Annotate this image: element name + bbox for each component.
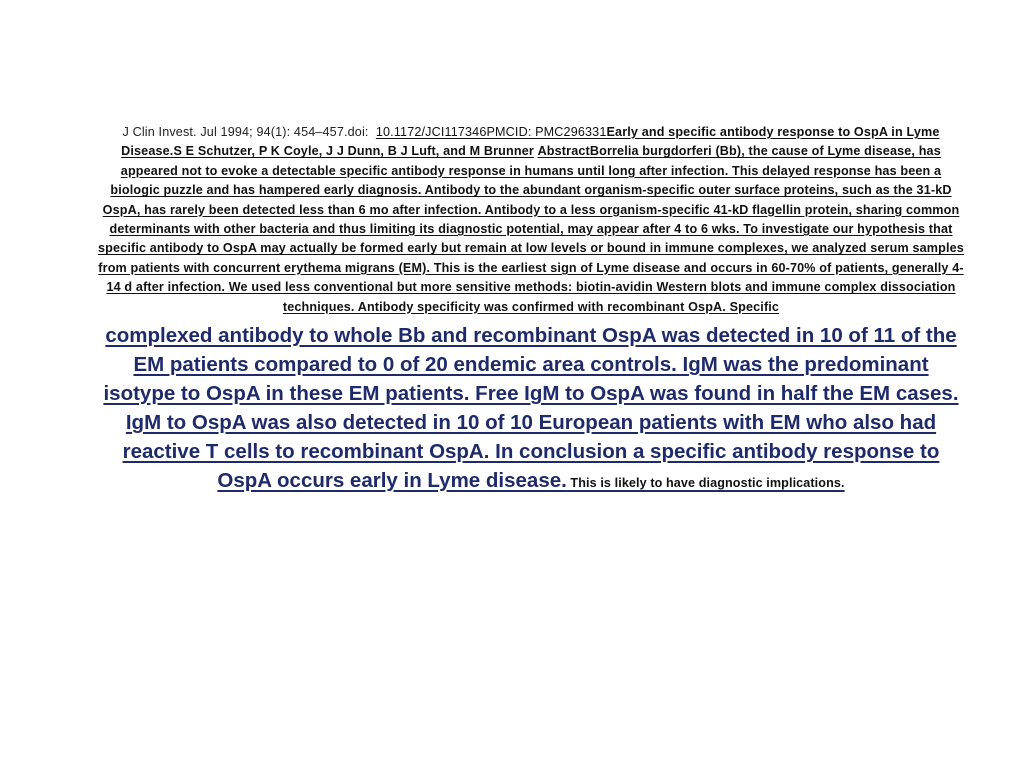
abstract-label: Abstract [537, 144, 590, 159]
citation-text: J Clin Invest. Jul 1994; 94(1): 454–457.doi: [122, 125, 369, 139]
author-list: S E Schutzer, P K Coyle, J J Dunn, B J Luft, and M Brunner [173, 144, 534, 159]
doi-link[interactable]: 10.1172/JCI117346 [375, 125, 487, 139]
abstract-highlight [96, 321, 966, 498]
pmcid-text: PMCID: PMC296331 [486, 125, 607, 139]
abstract-slide [96, 123, 966, 498]
article-header [96, 123, 966, 317]
abstract-conclusion: This is likely to have diagnostic implications. [566, 476, 845, 491]
abstract-text-small: Borrelia burgdorferi (Bb), the cause of Lyme disease, has appeared not to evoke a detectable specific antibody response in humans until long after infection. This delayed response has been a biologic puzzle and has hampered early diagnosis. Antibody to the abundant organism-specific outer surface proteins, such as the 31-kD OspA, has rarely been detected less than 6 mo after infection. Antibody to a less organism-specific 41-kD flagellin protein, sharing common determinants with other bacteria and thus limiting its diagnostic potential, may appear after 4 to 6 wks. To investigate our hypothesis that specific antibody to OspA may actually be formed early but remain at low levels or bound in immune complexes, we analyzed serum samples from patients with concurrent erythema migrans (EM). This is the earliest sign of Lyme disease and occurs in 60-70% of patients, generally 4-14 d after infection. We used less conventional but more sensitive methods: biotin-avidin Western blots and immune complex dissociation techniques. Antibody specificity was confirmed with recombinant OspA. Specific [98, 144, 964, 314]
article-title: Early and specific antibody response to OspA in Lyme Disease. [121, 125, 940, 159]
abstract-text-large: complexed antibody to whole Bb and recombinant OspA was detected in 10 of 11 of the EM patients compared to 0 of 20 endemic area controls. IgM was the predominant isotype to OspA in these EM patients. Free IgM to OspA was found in half the EM cases. IgM to OspA was also detected in 10 of 10 European patients with EM who also had reactive T cells to recombinant OspA. In conclusion a specific antibody response to OspA occurs early in Lyme disease. [103, 324, 959, 493]
